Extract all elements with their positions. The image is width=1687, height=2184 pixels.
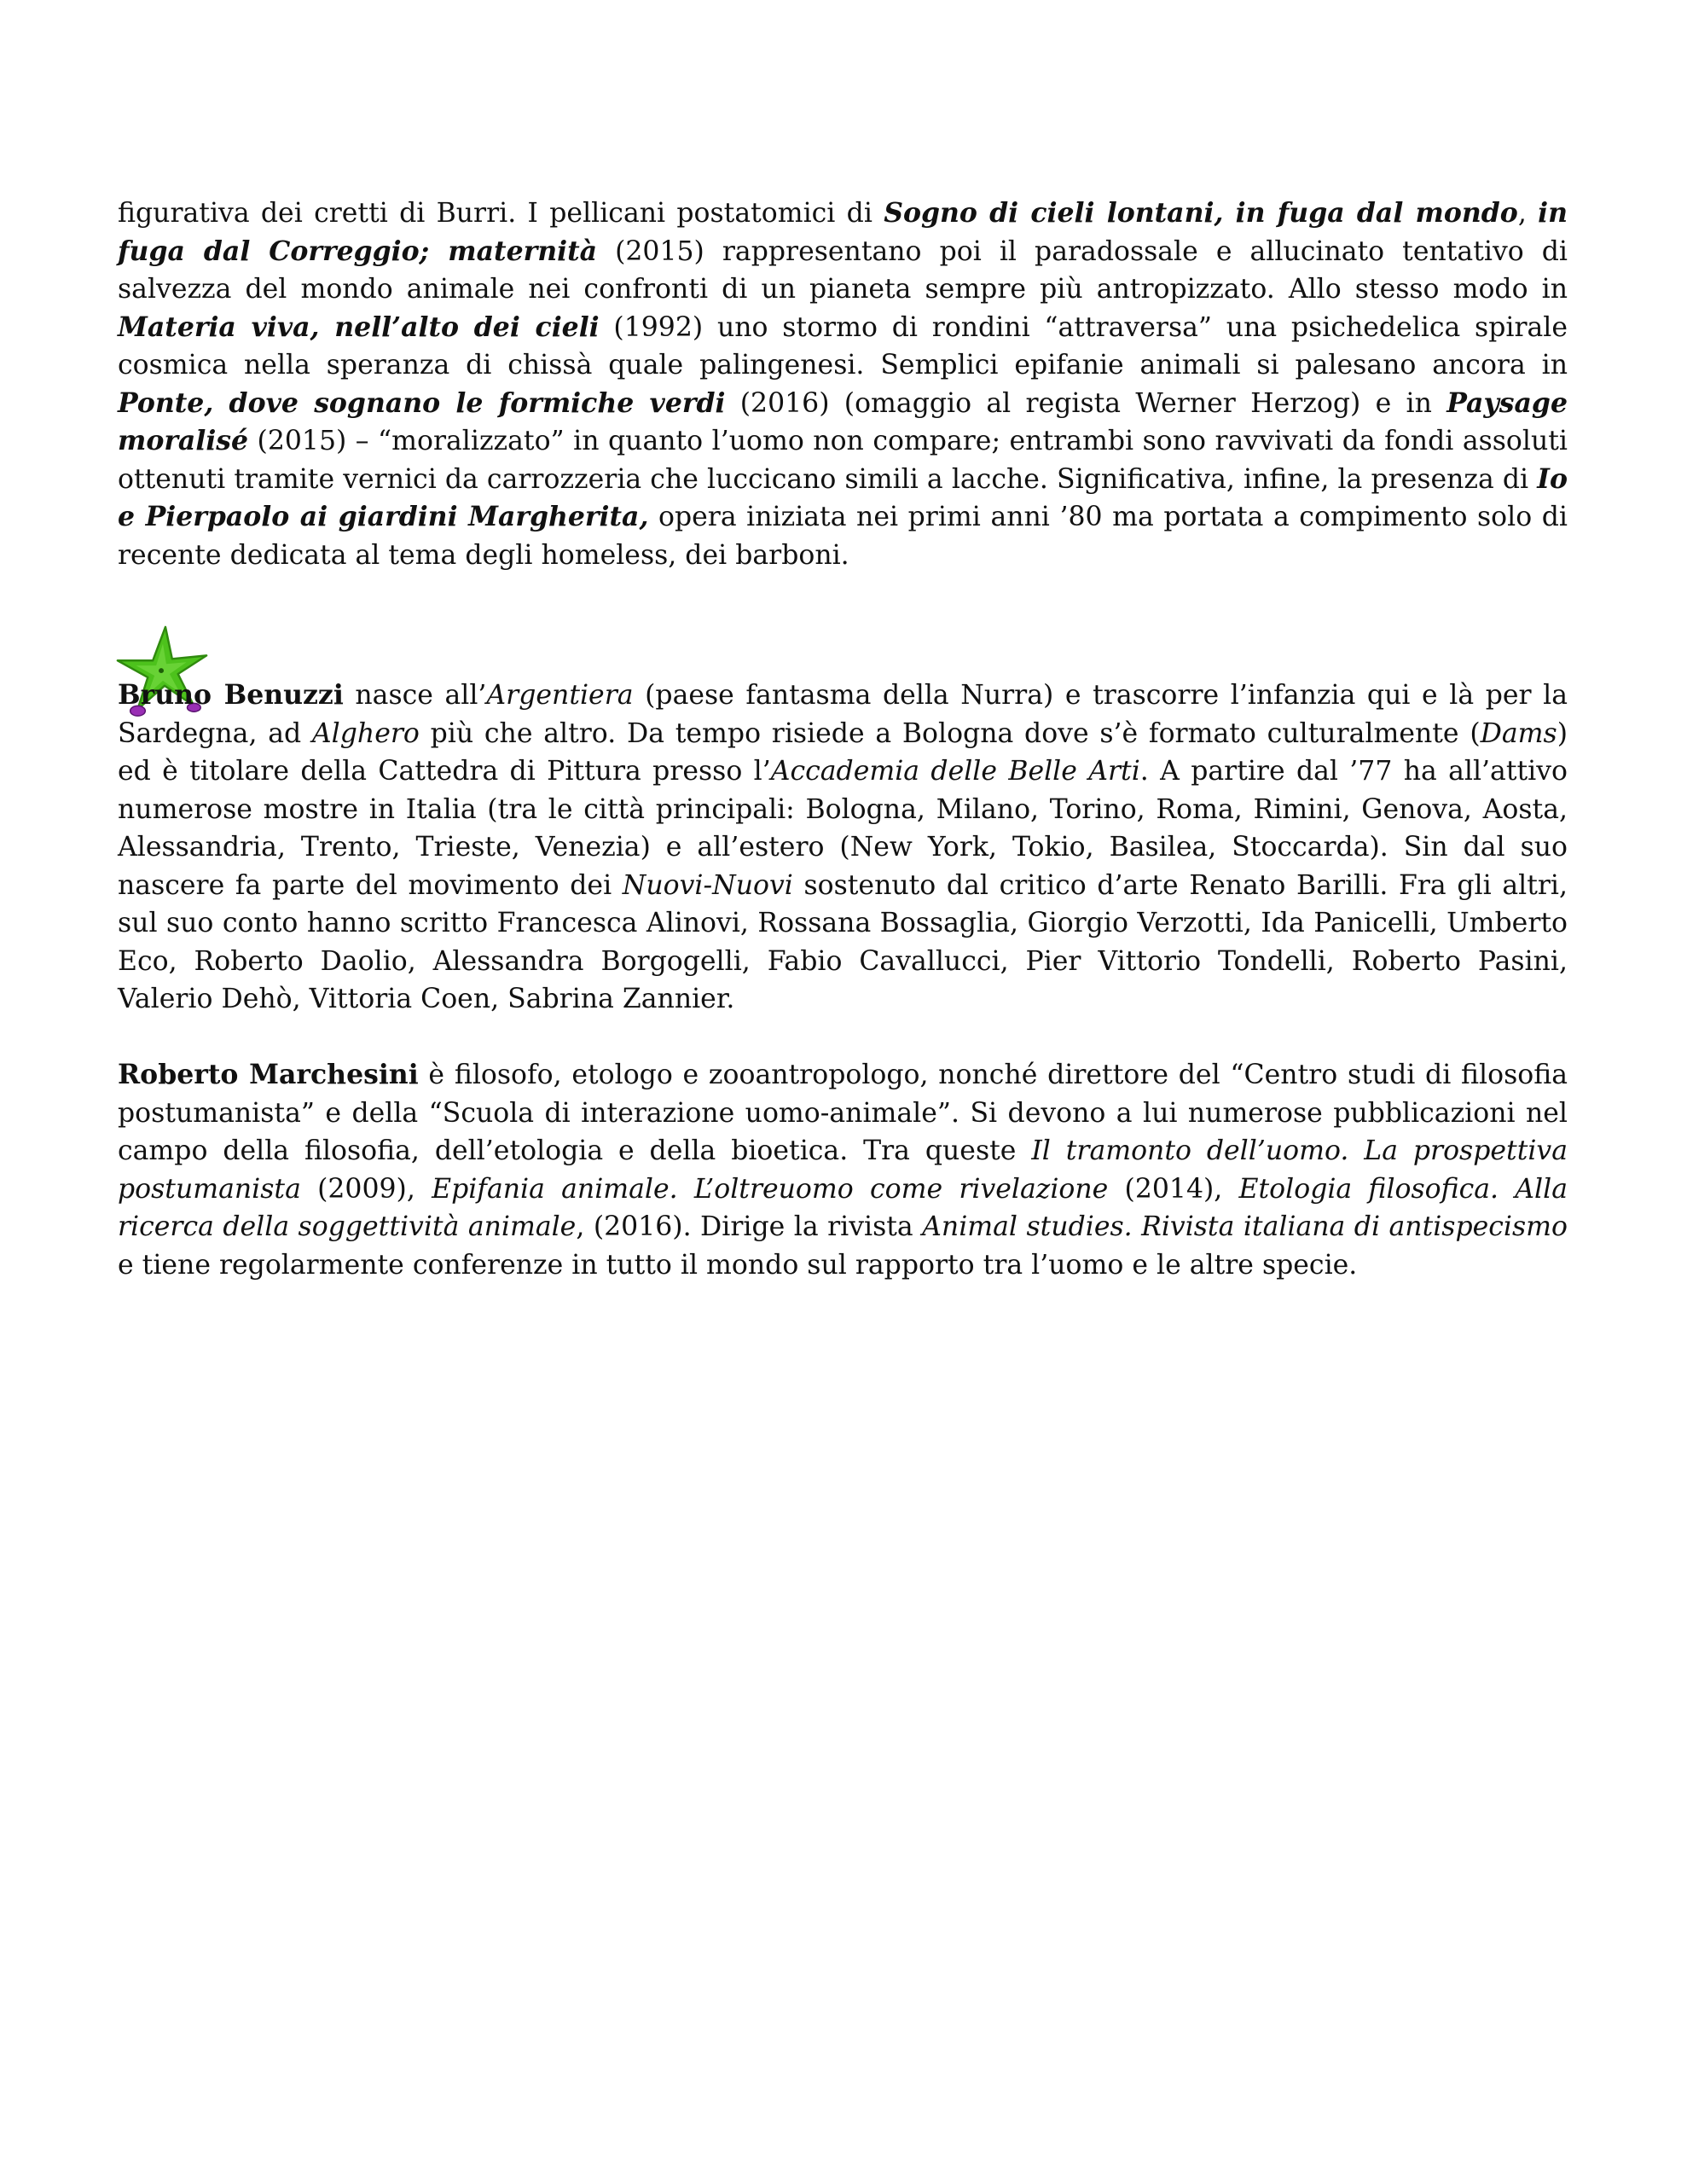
bio-name-benuzzi: Bruno Benuzzi [118,679,344,711]
italic-term: Nuovi-Nuovi [622,869,793,901]
text-run: (2016) (omaggio al regista Werner Herzog) e in [725,387,1447,419]
text-run: (2015) – “moralizzato” in quanto l’uomo non compare; entrambi sono ravvivati da fondi assoluti ottenuti tramite vernici da carrozzeria che luccicano simili a lacche. Significativa, infine, la presenza di [118,426,1568,495]
text-run: (2015) rappresentano poi il paradossale e allucinato tentativo di salvezza del mondo animale nei confronti di un pianeta sempre più antropizzato. Allo stesso modo in [118,235,1568,305]
artwork-title: Materia viva, nell’alto dei cieli [118,311,600,343]
green-starfish-figure-icon [113,624,213,726]
artwork-title: Io e Pierpaolo ai giardini Margherita, [118,462,1568,532]
italic-term: Dams [1480,717,1557,749]
text-run: e tiene regolarmente conferenze in tutto il mondo sul rapporto tra l’uomo e le altre specie. [118,1249,1358,1281]
artwork-title: in fuga dal Correggio; maternità [118,197,1568,267]
artwork-title: Paysage moralisé [118,386,1568,456]
italic-term: Alghero [311,717,420,749]
text-run: sostenuto dal critico d’arte Renato Barilli. Fra gli altri, sul suo conto hanno scritto Francesca Alinovi, Rossana Bossaglia, Giorgio Verzotti, Ida Panicelli, Umberto Eco, Roberto Daolio, Alessandra Borgogelli, Fabio Cavallucci, Pier Vittorio Tondelli, Roberto Pasini, Valerio Dehò, Vittoria Coen, Sabrina Zannier. [118,869,1568,1014]
artwork-title: Sogno di cieli lontani, in fuga dal mondo [884,197,1518,229]
bio-name-marchesini: Roberto Marchesini [118,1059,419,1090]
italic-term: Argentiera [486,680,634,711]
text-run: (1992) uno stormo di rondini “attraversa” una psichedelica spirale cosmica nella speranza di chissà quale palingenesi. Semplici epifanie animali si palesano ancora in [118,311,1568,380]
text-run: , [1517,198,1539,229]
text-run: . A partire dal ’77 ha all’attivo numerose mostre in Italia (tra le città principali: Bologna, Milano, Torino, Roma, Rimini, Genova, Aosta, Alessandria, Trento, Trieste, Venezia) e all’estero (New York, Tokio, Basilea, Stoccarda). Sin dal suo nascere fa parte del movimento dei [118,756,1568,901]
text-run: ) ed è titolare della Cattedra di Pittura presso l’ [118,717,1568,787]
journal-title: Animal studies. Rivista italiana di antispecismo [922,1211,1568,1242]
book-title: Il tramonto dell’uomo. La prospettiva postumanista [118,1136,1568,1205]
document-page [118,195,1568,1284]
book-title: Etologia filosofica. Alla ricerca della soggettività animale [118,1173,1568,1242]
text-run: nasce all’ [343,680,487,711]
biographies-section [118,677,1568,1284]
artwork-description-paragraph [118,195,1568,574]
text-run: (2014), [1108,1173,1239,1205]
text-run: (2009), [300,1173,432,1205]
text-run: più che altro. Da tempo risiede a Bologna dove s’è formato culturalmente ( [419,717,1481,749]
text-run: (paese fantasma della Nurra) e trascorre l’infanzia qui e là per la Sardegna, ad [118,680,1568,749]
bio-marchesini-paragraph [118,1056,1568,1284]
text-run: è filosofo, etologo e zooantropologo, nonché direttore del “Centro studi di filosofia postumanista” e della “Scuola di interazione uomo-animale”. Si devono a lui numerose pubblicazioni nel campo della filosofia, dell’etologia e della bioetica. Tra queste [118,1060,1568,1166]
bio-benuzzi-paragraph [118,677,1568,1019]
text-run: figurativa dei cretti di Burri. I pellicani postatomici di [118,198,884,229]
artwork-title: Ponte, dove sognano le formiche verdi [118,386,726,419]
italic-term: Accademia delle Belle Arti [770,756,1140,787]
text-run: opera iniziata nei primi anni ’80 ma portata a compimento solo di recente dedicata al tema degli homeless, dei barboni. [118,502,1568,571]
text-run: , (2016). Dirige la rivista [576,1211,923,1242]
book-title: Epifania animale. L’oltreuomo come rivelazione [432,1173,1109,1205]
